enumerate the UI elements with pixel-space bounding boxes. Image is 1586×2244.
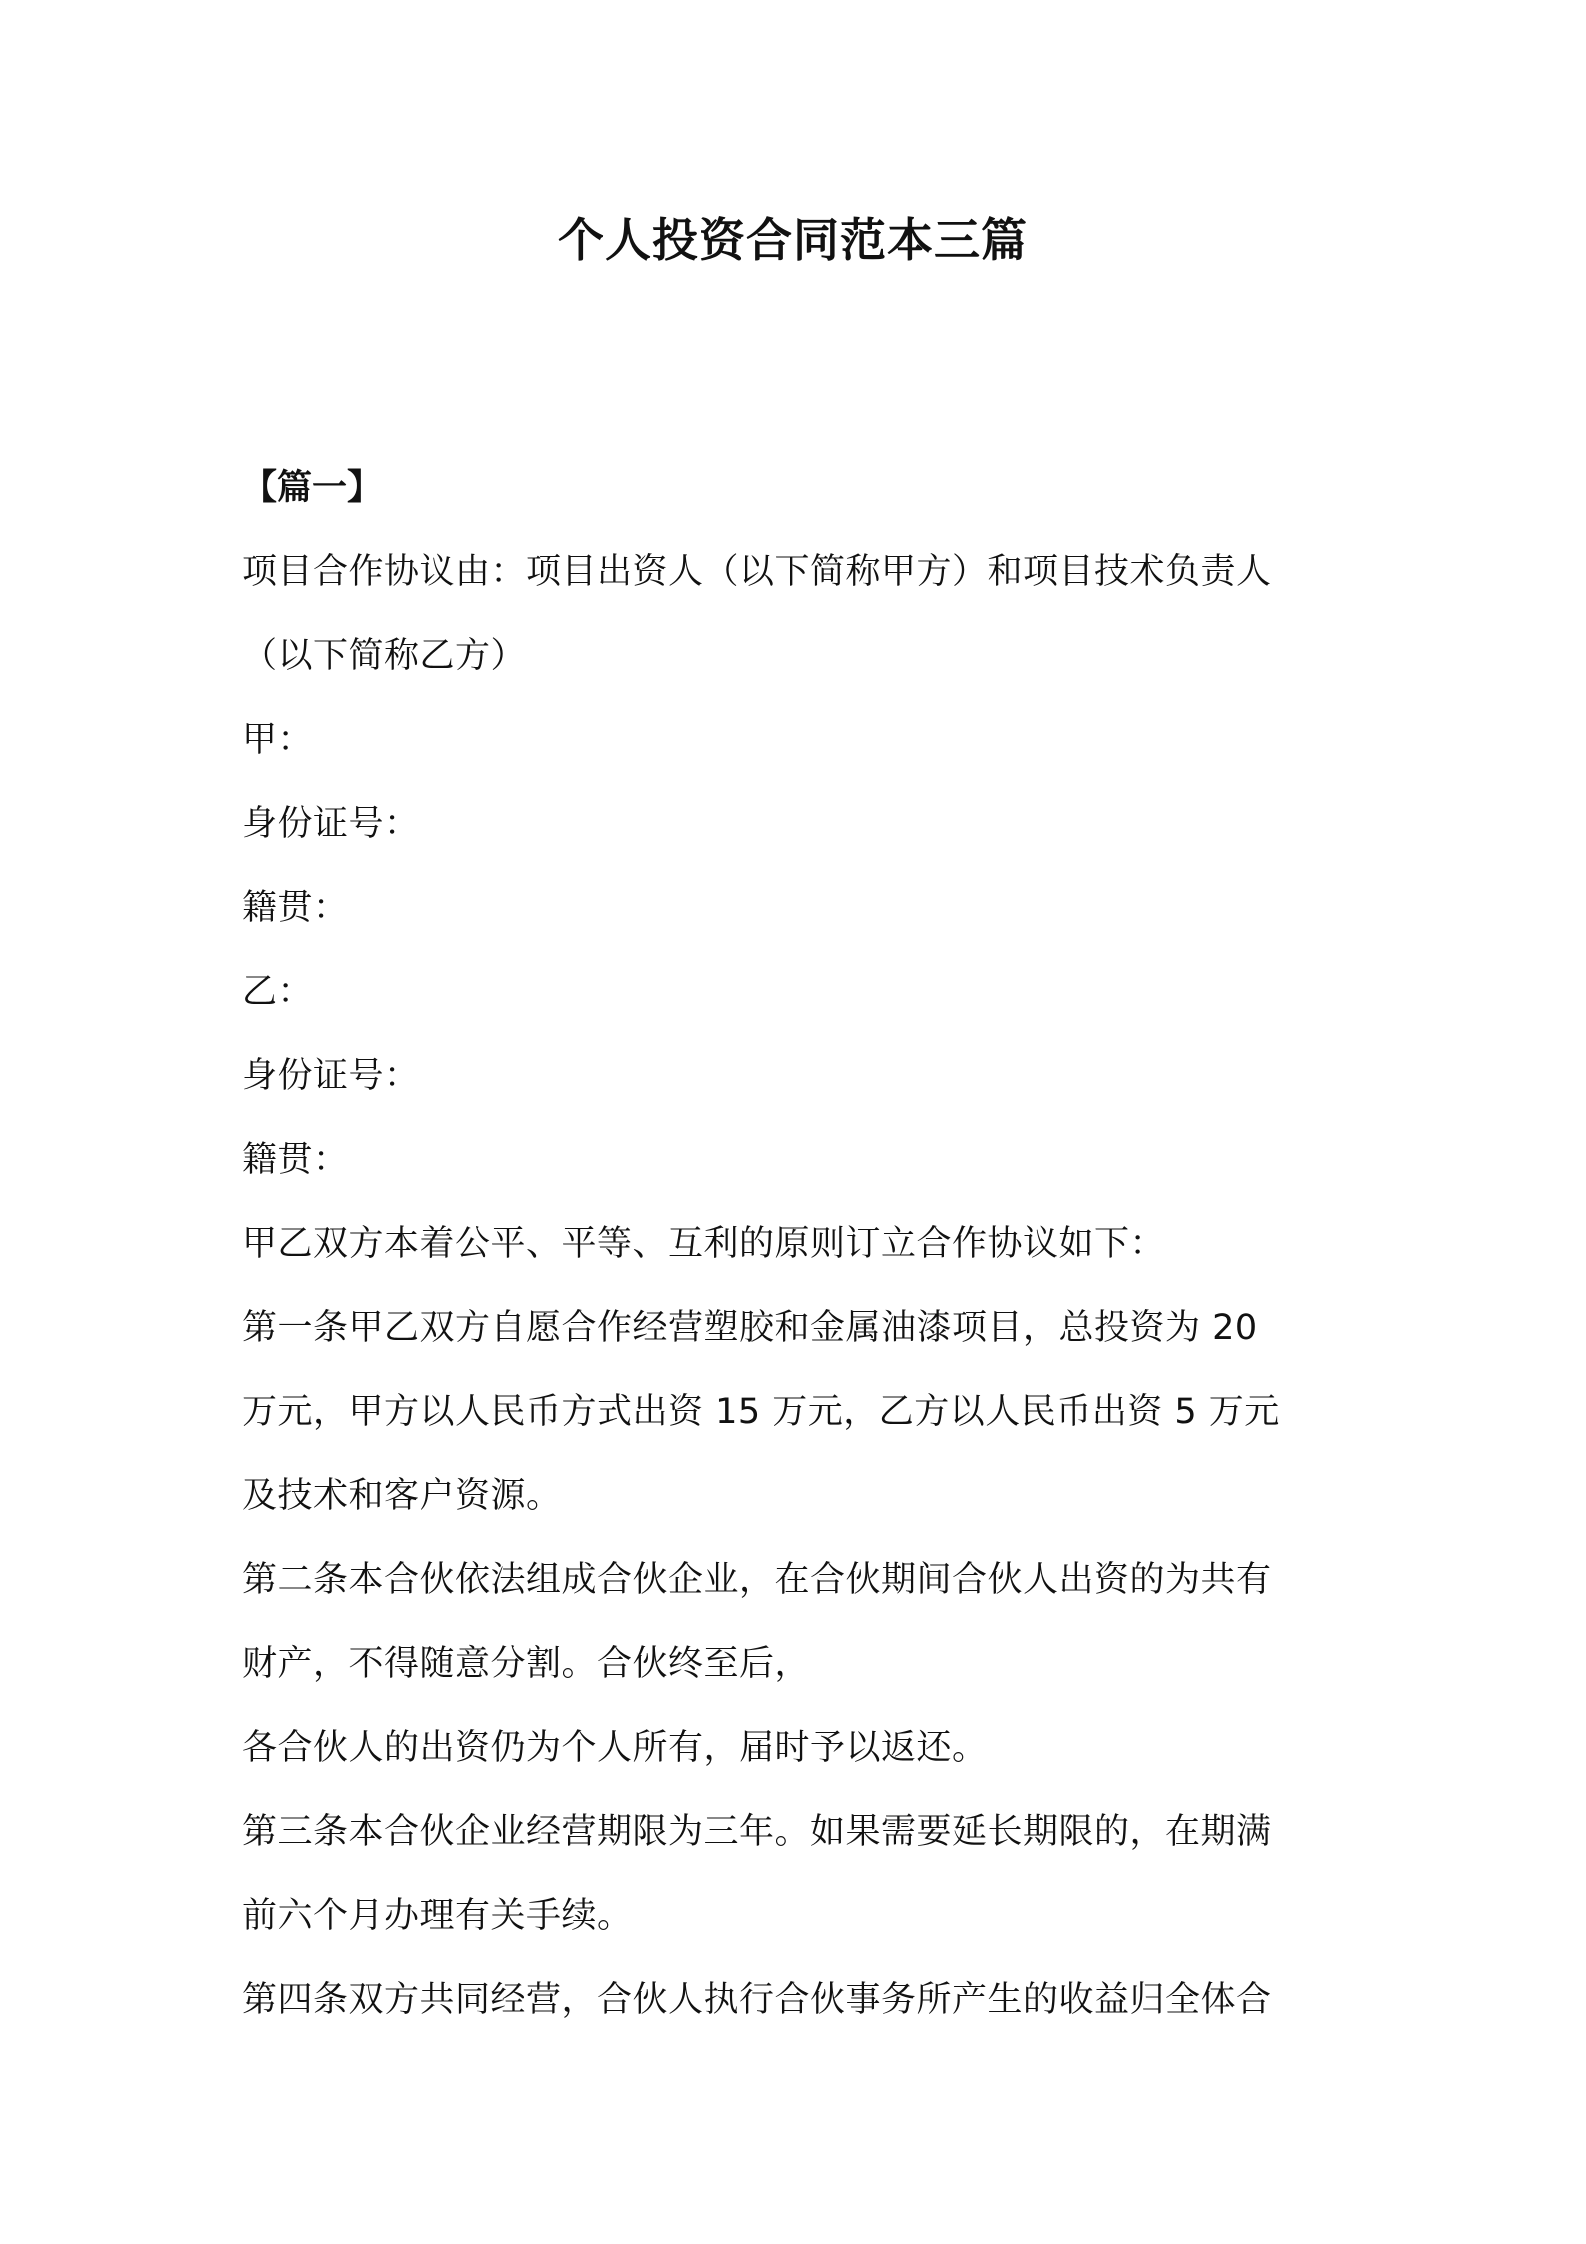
article-2-line: 第二条本合伙依法组成合伙企业，在合伙期间合伙人出资的为共有 (242, 1560, 1272, 1600)
party-b-label: 乙： (242, 972, 314, 1012)
article-2-line: 各合伙人的出资仍为个人所有，届时予以返还。 (242, 1728, 988, 1768)
article-1-line: 万元，甲方以人民币方式出资 15 万元，乙方以人民币出资 5 万元 (242, 1392, 1280, 1432)
article-4-line: 第四条双方共同经营，合伙人执行合伙事务所产生的收益归全体合 (242, 1980, 1272, 2020)
article-3-line: 第三条本合伙企业经营期限为三年。如果需要延长期限的，在期满 (242, 1812, 1272, 1852)
paragraph-line: 项目合作协议由：项目出资人（以下简称甲方）和项目技术负责人 (242, 552, 1272, 592)
document-title: 个人投资合同范本三篇 (558, 213, 1028, 267)
article-1-line: 第一条甲乙双方自愿合作经营塑胶和金属油漆项目，总投资为 20 (242, 1308, 1258, 1348)
article-2-line: 财产，不得随意分割。合伙终至后， (242, 1644, 811, 1684)
paragraph-line: （以下简称乙方） (242, 636, 527, 676)
party-a-id-label: 身份证号： (242, 804, 420, 844)
document-body (242, 446, 1362, 2042)
article-1-line: 及技术和客户资源。 (242, 1476, 562, 1516)
party-b-origin-label: 籍贯： (242, 1140, 349, 1180)
article-3-line: 前六个月办理有关手续。 (242, 1896, 633, 1936)
section-heading: 【篇一】 (242, 468, 383, 508)
paragraph-line: 甲乙双方本着公平、平等、互利的原则订立合作协议如下： (242, 1224, 1166, 1264)
party-b-id-label: 身份证号： (242, 1056, 420, 1096)
party-a-origin-label: 籍贯： (242, 888, 349, 928)
party-a-label: 甲： (242, 720, 314, 760)
